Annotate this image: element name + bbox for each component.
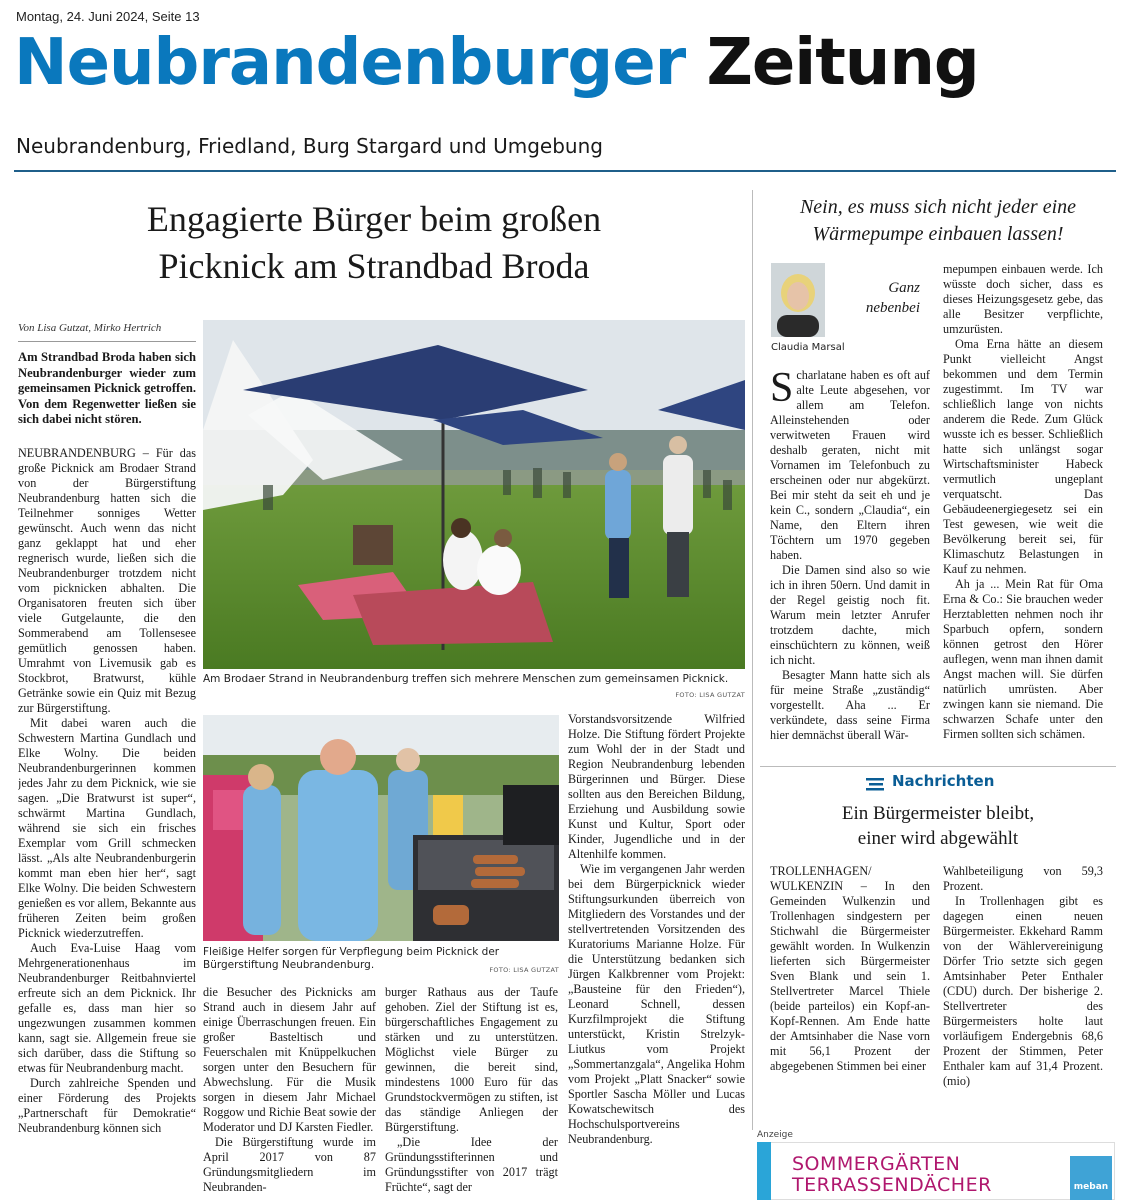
ad-line1: SOMMERGÄRTEN xyxy=(792,1153,961,1175)
byline-rule xyxy=(18,341,196,342)
author-name: Claudia Marsal xyxy=(771,342,845,353)
article-column-2 xyxy=(203,985,376,1195)
paragraph: Wie im vergangenen Jahr werden bei dem Bürgerpicknick wieder Stiftungsurkunden überreich von Mitgliedern des Vorstandes und der stellvertretenden Vorsitzenden des Kuratoriums Marianne Holze. Für die Unterstützung bedanken sich Jürgen Kalkbrenner vom Projekt: „Bausteine für den Frieden“), Leonard Schnell, dessen Kurzfilmprojekt die Stiftung unterstückt, Kristin Strelzyk-Liutkus vom Projekt „Sommertanzgala“, Angelika Hohm vom Projekt „Platt Snacker“ sowie Sportler Sascha Möller und Lucas Kowatschewitsch des Hochschulsportvereins Neubrandenburg. xyxy=(568,862,745,1146)
drop-cap: S xyxy=(770,368,794,411)
paragraph: Auch Eva-Luise Haag vom Mehrgenerationenhaus im Neubrandenburger Reitbahnviertel erfreute sich an dem Picknick. Ihr gefalle es, dass man hier so ungezwungen zusammen kommen kann, sagt sie. Allgemein freue sie sich darüber, dass die Stiftung so etwas für Neubrandenburg macht. xyxy=(18,940,196,1075)
paragraph: Durch zahlreiche Spenden und einer Förderung des Projekts „Partnerschaft für Demokratie“ Neubrandenburg können sich xyxy=(18,1075,196,1135)
opinion-headline-line1: Nein, es muss sich nicht jeder eine xyxy=(799,196,1077,218)
paragraph: In Trollenhagen gibt es dagegen einen neuen Bürgermeister. Ekkehard Ramm von der Wählervereinigung Dörfer Trio setzte sich gegen Amtsinhaber Peter Enthaler (CDU) durch. Der bisherige 2. Stellvertreter des Bürgermeisters holte laut vorläufigem Endergebnis 68,6 Prozent der Stimmen, Peter Enthaler kam auf 31,4 Prozent. (mio) xyxy=(943,894,1103,1088)
column-title-line2: nebenbei xyxy=(865,300,920,317)
paragraph: „Die Idee der Gründungsstifterinnen und Gründungsstifter von 2017 trägt Früchte“, sagt der xyxy=(385,1135,558,1194)
paragraph: Wahlbeteiligung von 59,3 Prozent. xyxy=(943,864,1103,893)
main-headline-line1: Engagierte Bürger beim großen xyxy=(146,199,602,239)
paragraph: die Besucher des Picknicks am Strand auch in diesem Jahr auf einige Überraschungen freuen. Ein großer Basteltisch und Feuerschalen mit Knüppelkuchen sorgen unter den Besuchern für Abwechslung. Für die Musik sorgen in diesem Jahr Michael Roggow und Richie Beat sowie der Moderator und DJ Karsten Fiedler. xyxy=(203,985,376,1134)
paragraph: burger Rathaus aus der Taufe gehoben. Ziel der Stiftung ist es, bürgerschaftliches Engagement zu stärken und zu unterstützen. Möglichst viele Bürger zu gewinnen, die bereit sind, mindestens 1000 Euro für das Grundstockvermögen zu stiften, ist das ständige Anliegen der Bürgerstiftung. xyxy=(385,985,558,1134)
news-divider xyxy=(760,766,1116,767)
photo1-credit: FOTO: LISA GUTZAT xyxy=(675,691,745,699)
paragraph: NEUBRANDENBURG – Für das große Picknick am Brodaer Strand von der Bürgerstiftung Neubrandenburg hatten sich die Teilnehmer sonniges Wetter gewünscht. Auch wenn das nicht ganz geklappt hat und eher regnerisch wurde, ließen sich die Neubrandenburger trotzdem nicht vom picknicken abhalten. Die Organisatoren freuten sich über viele Gutgelaunte, die den Sommerabend am Tollensesee gemütlich genossen haben. Umrahmt von Livemusik gab es Stockbrot, Bratwurst, kühle Getränke sowie ein Quiz mit Bezug zur Bürgerstiftung. xyxy=(18,445,196,715)
masthead-title-blue: Neubrandenburger xyxy=(14,26,686,100)
news-headline-line1: Ein Bürgermeister bleibt, xyxy=(841,803,1035,824)
header-rule xyxy=(14,170,1116,172)
column-title-line1: Ganz xyxy=(888,280,920,296)
dateline: Montag, 24. Juni 2024, Seite 13 xyxy=(16,9,200,24)
column-divider xyxy=(752,190,753,1130)
byline: Von Lisa Gutzat, Mirko Hertrich xyxy=(18,322,162,334)
ad-line2: TERRASSENDÄCHER xyxy=(792,1174,992,1196)
masthead xyxy=(14,26,1114,136)
news-column-a xyxy=(770,864,930,1124)
news-headline xyxy=(760,802,1116,851)
region-subtitle: Neubrandenburg, Friedland, Burg Stargard und Umgebung xyxy=(16,134,603,158)
author-portrait-image xyxy=(771,263,825,337)
article-lead: Am Strandbad Broda haben sich Neubrandenburger wieder zum gemeinsamen Picknick getroffen. Von dem Regenwetter ließen sie sich dabei nicht stören. xyxy=(18,350,196,426)
news-section-tag: Nachrichten xyxy=(892,772,995,790)
news-lines-icon xyxy=(866,776,886,792)
paragraph: Die Damen sind also so wie ich in ihren 50ern. Und damit in der Regel geistig noch fit. Warum mein letzter Anrufer trotzdem dachte, mich einschüchtern zu können, weiß ich nicht. xyxy=(770,563,930,667)
photo1-caption: Am Brodaer Strand in Neubrandenburg treffen sich mehrere Menschen zum gemeinsamen Picknick. xyxy=(203,673,729,685)
column-title xyxy=(834,278,920,319)
paragraph-text: charlatane haben es oft auf alte Leute abgesehen, vor allem am Telefon. Alleinstehenden oder verwitweten Frauen wird deshalb geraten, nicht mit Vornamen im Telefonbuch zu erscheinen oder nur abgekürzt. Bei mir steht da seit eh und je kein C., sondern „Claudia“, ein Name, den Eltern ihren Töchtern um 1970 gegeben haben. xyxy=(770,368,930,562)
photo-picnic-beach xyxy=(203,320,745,669)
opinion-headline xyxy=(760,194,1116,248)
picnic-photo-illustration xyxy=(203,320,745,669)
article-column-1 xyxy=(18,350,196,1195)
paragraph: Oma Erna hätte an diesem Punkt vielleicht Angst bekommen und dem Termin zugestimmt. Im TV war schließlich lange von nichts anderem die Rede. Zum Glück wusste ich es besser. Schließlich hatte sich unlängst sogar Wirtschaftsminister Habeck vermutlich ungeplant verquatscht. Das Gebäudeenergiegesetz sei ein Test gewesen, wie weit die Bevölkerung bereit sei, für Klimaschutz Belastungen in Kauf zu nehmen. xyxy=(943,337,1103,576)
photo2-credit: FOTO: LISA GUTZAT xyxy=(489,966,559,974)
paragraph: TROLLENHAGEN/ WULKENZIN – In den Gemeinden Wulkenzin und Trollenhagen sindgestern per Stichwahl die Bürgermeister gewählt worden. In Wulkenzin lieferten sich Bürgermeister Sven Blank und sein 1. Stellvertreter Marcel Thiele (beide parteilos) ein Kopf-an-Kopf-Rennen. Am Ende hatte der Amtsinhaber die Nase vorn mit 56,1 Prozent der abgegebenen Stimmen bei einer xyxy=(770,864,930,1073)
paragraph: Mit dabei waren auch die Schwestern Martina Gundlach und Elke Wolny. Die beiden Neubrandenburgerinnen kommen jedes Jahr zu dem Picknick, wie sie sagen. „Die Bratwurst ist super“, schwärmt Martina Gundlach, während sie sich ein frisches Exemplar vom Grill schmecken lässt. „Als alte Neubrandenburgerin kommt man eben hier her“, sagt Elke Wolny. Die beiden Schwestern genießen es vor allem, Bekannte aus früheren Zeiten beim großen Picknick wiederzutreffen. xyxy=(18,715,196,940)
opinion-column-a xyxy=(770,368,930,754)
paragraph: Ah ja ... Mein Rat für Oma Erna & Co.: Sie brauchen weder Herztabletten nehmen noch ihr Sparbuch opfern, sondern können getrost den Hörer auflegen, wenn man ihnen damit Angst machen will. Sie dürfen natürlich umrüsten. Aber zwingen kann sie niemand. Die schwarzen Schafe unter den Firmen sollten sich schämen. xyxy=(943,577,1103,741)
grill-photo-illustration xyxy=(203,715,559,941)
paragraph xyxy=(770,368,930,563)
article-column-3 xyxy=(385,985,558,1195)
ad-accent-strip xyxy=(757,1142,771,1200)
opinion-headline-line2: Wärmepumpe einbauen lassen! xyxy=(812,223,1064,245)
paragraph: Die Bürgerstiftung wurde im April 2017 von 87 Gründungsmitgliedern im Neubranden- xyxy=(203,1135,376,1194)
masthead-title-black: Zeitung xyxy=(706,26,979,100)
ad-label: Anzeige xyxy=(757,1130,793,1140)
ad-text[interactable] xyxy=(792,1154,992,1196)
author-portrait xyxy=(771,263,825,337)
article-col1-body xyxy=(18,446,196,1136)
news-headline-line2: einer wird abgewählt xyxy=(857,827,1019,849)
paragraph: mepumpen einbauen werde. Ich wüsste doch sicher, dass es dieses Heizungsgesetz gebe, das alle Besitzer verpflichte, umzurüsten. xyxy=(943,262,1103,336)
main-headline-line2: Picknick am Strandbad Broda xyxy=(158,245,590,286)
news-column-b xyxy=(943,864,1103,1124)
opinion-column-b xyxy=(943,262,1103,754)
photo-grill-helpers xyxy=(203,715,559,941)
ad-logo[interactable]: meban xyxy=(1070,1156,1112,1200)
article-column-4 xyxy=(568,712,745,1195)
paragraph: Besagter Mann hatte sich als für meine Straße „zuständig“ vorgestellt. Aha ... Er verkündete, dass seine Firma hier demnächst überall Wär- xyxy=(770,668,930,742)
main-headline xyxy=(14,196,734,290)
paragraph: Vorstandsvorsitzende Wilfried Holze. Die Stiftung fördert Projekte zum Wohl der in der Stadt und Region Neubrandenburg lebenden Bürgerinnen und Bürger. Diese sollten aus den Bereichen Bildung, Erziehung und Ausbildung sowie Kunst und Kultur, Sport oder Kinder, Jugendliche und in der Altenhilfe kommen. xyxy=(568,712,745,861)
photo2-caption: Fleißige Helfer sorgen für Verpflegung beim Picknick der Bürgerstiftung Neubrandenburg. xyxy=(203,946,500,971)
